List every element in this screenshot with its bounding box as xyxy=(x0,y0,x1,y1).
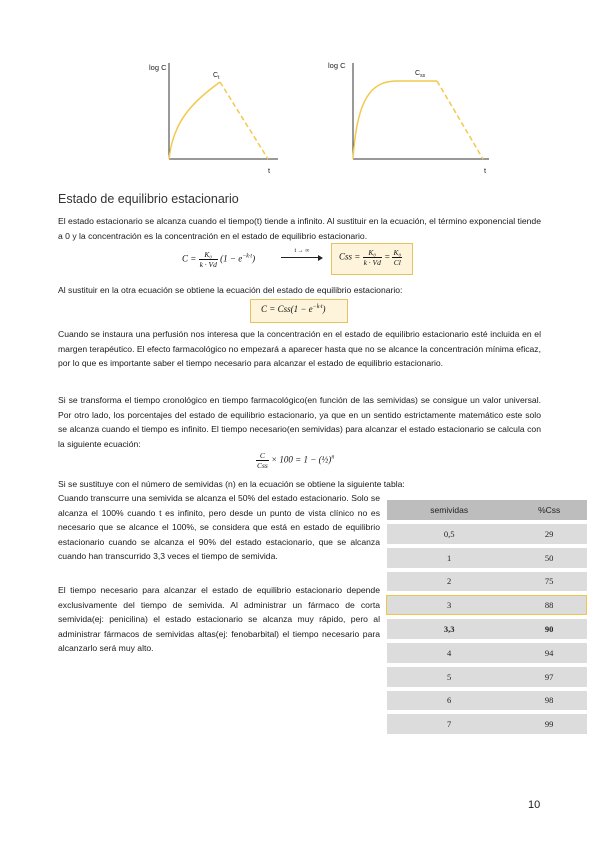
paragraph-5: Si se sustituye con el número de semividas (n) en la ecuación se obtiene la siguiente tabla: xyxy=(58,479,405,489)
half-life-table xyxy=(387,500,587,734)
table-row xyxy=(387,570,587,594)
paragraph-3: Cuando se instaura una perfusión nos interesa que la concentración en el estado de equilibrio estacionario esté incluida en el margen terapéutico. El efecto farmacológico no empezará a aparecer hasta que no se alcance la concentración mínima eficaz, por lo que es importante saber el tiempo necesario para alcanzar el estado de equilibrio estacionario. xyxy=(58,329,541,368)
chart-left-decay-line xyxy=(220,82,268,159)
paragraph-1: El estado estacionario se alcanza cuando el tiempo(t) tiende a infinito. Al sustituir en la ecuación, el término exponencial tiende a 0 y la concentración es la concentración en el estado de equilibrio estacionario. xyxy=(58,216,541,241)
table-header-row xyxy=(387,500,587,522)
chart-right-ylabel: log C xyxy=(328,61,346,70)
page-number: 10 xyxy=(528,799,541,811)
table-row xyxy=(387,641,587,665)
table-cell: 7 xyxy=(387,712,511,734)
table-row-highlighted xyxy=(387,617,587,641)
table-cell: 50 xyxy=(511,546,587,570)
equation-css: Css = $\frac{\text{K₀}}{k \cdot Vd}$ = $\frac{\text{K₀}}{Cl}$ xyxy=(339,248,402,267)
table-row xyxy=(387,522,587,546)
table-cell: 4 xyxy=(387,641,511,665)
section-title: Estado de equilibrio estacionario xyxy=(58,192,239,206)
table-cell: 88 xyxy=(511,593,587,617)
table-cell: 5 xyxy=(387,665,511,689)
table-cell: 94 xyxy=(511,641,587,665)
chart-left xyxy=(140,55,300,180)
paragraph-7: El tiempo necesario para alcanzar el estado de equilibrio estacionario depende exclusivamente del tiempo de semivida. Al administrar un fármaco de corta semivida(ej: penicilina) el estado estacionario se alcanza muy rápido, pero al administrar fármacos de semividas altas(ej: fenobarbital) el tiempo necesario para alcanzarlo será muy alto. xyxy=(58,585,380,653)
equation-half-lives: $\frac{C}{\text{Css}}$ × 100 = 1 − (½)$^n$ xyxy=(257,451,335,470)
chart-right-xlabel: t xyxy=(484,166,487,175)
chart-left-rise-curve xyxy=(169,82,220,159)
chart-left-xlabel: t xyxy=(268,166,271,175)
chart-left-peak-label: $C_t$ xyxy=(213,72,220,81)
table-row xyxy=(387,712,587,734)
table-header-semividas: semividas xyxy=(387,500,511,522)
limit-arrow: t → ∞ xyxy=(281,248,323,260)
table-cell: 2 xyxy=(387,570,511,594)
paragraph-2: Al sustituir en la otra ecuación se obtiene la ecuación del estado de equilibrio estacionario: xyxy=(58,285,403,295)
table-highlight-outline xyxy=(386,595,587,615)
table-cell: 1 xyxy=(387,546,511,570)
chart-right-decay-line xyxy=(437,81,483,159)
table-header-css: %Css xyxy=(511,500,587,522)
table-cell: 75 xyxy=(511,570,587,594)
paragraph-6: Cuando transcurre una semivida se alcanza el 50% del estado estacionario. Solo se alcanza el 100% cuando t es infinito, pero desde un punto de vista clínico no es necesario que se alcance el 100%, se considera que está en estado de equilibrio estacionario cuando se alcanza el 90% del estado estacionario, que se alcanza cuando han transcurrido 3,3 veces el tiempo de semivida. xyxy=(58,493,380,561)
table-cell: 98 xyxy=(511,689,587,713)
table-cell: 97 xyxy=(511,665,587,689)
table-cell: 0,5 xyxy=(387,522,511,546)
table-cell: 3 xyxy=(387,593,511,617)
equation-concentration: C = $\frac{\text{K₀}}{k \cdot Vd}$ $(1 - e^{-k\cdot t})$ xyxy=(182,250,256,269)
equation-steady-state: $C = Css(1 - e^{-k\cdot t})$ xyxy=(261,304,326,314)
table-cell: 90 xyxy=(511,617,587,641)
table-row xyxy=(387,689,587,713)
table-cell: 29 xyxy=(511,522,587,546)
chart-right-peak-label: $C_{ss}$ xyxy=(415,70,426,79)
table-row xyxy=(387,665,587,689)
table-cell: 3,3 xyxy=(387,617,511,641)
table-cell: 6 xyxy=(387,689,511,713)
table-row xyxy=(387,546,587,570)
chart-right-rise-curve xyxy=(353,81,437,159)
chart-left-ylabel: log C xyxy=(149,63,167,72)
chart-right xyxy=(327,55,502,180)
paragraph-4: Si se transforma el tiempo cronológico en tiempo farmacológico(en función de las semividas) se consigue un valor universal. Por otro lado, los porcentajes del estado de equilibrio estacionario, ya que en un sentido estrictamente matemático este solo se alcanza cuando el tiempo es infinito. El tiempo necesario(en semividas) para alcanzar el estado estacionario se calcula con la siguiente ecuación: xyxy=(58,395,541,449)
table-cell: 99 xyxy=(511,712,587,734)
